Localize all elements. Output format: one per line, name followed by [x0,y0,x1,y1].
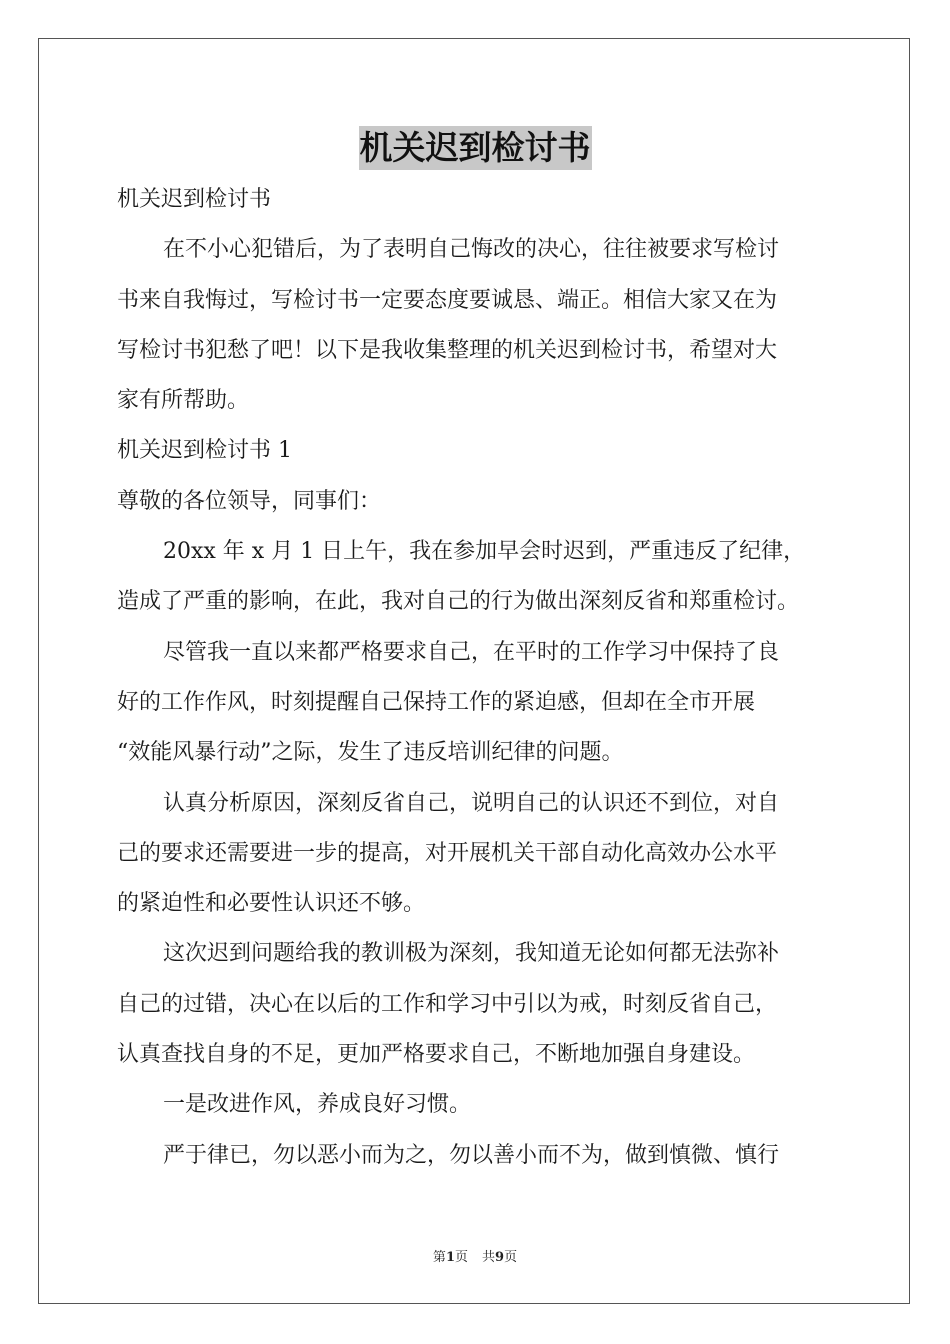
text-line: 机关迟到检讨书 1 [117,438,292,464]
text-line: 在不小心犯错后，为了表明自己悔改的决心，往往被要求写检讨 [163,237,780,263]
text-line: 机关迟到检讨书 [117,187,272,212]
page-suffix: 页 [454,1250,468,1265]
document-body [117,175,837,1181]
total-prefix: 共 [482,1250,496,1265]
page-footer [0,1246,950,1265]
text-line: 这次迟到问题给我的教训极为深刻，我知道无论如何都无法弥补 [163,941,780,967]
text-line: 写检讨书犯愁了吧！以下是我收集整理的机关迟到检讨书，希望对大 [117,337,778,363]
text-line: 自己的过错，决心在以后的工作和学习中引以为戒，时刻反省自己， [117,991,778,1017]
text-line: 家有所帮助。 [117,388,250,414]
document-title: 机关迟到检讨书 [359,126,592,170]
text-line: 的紧迫性和必要性认识还不够。 [117,891,426,917]
text-line: 好的工作作风，时刻提醒自己保持工作的紧迫感，但却在全市开展 [117,689,756,715]
text-line: 尽管我一直以来都严格要求自己，在平时的工作学习中保持了良 [163,639,780,665]
total-page-count: 9 [495,1250,505,1265]
text-line: 认真查找自身的不足，更加严格要求自己，不断地加强自身建设。 [117,1042,756,1068]
page-prefix: 第 [432,1250,446,1265]
text-line: 尊敬的各位领导，同事们： [117,488,382,514]
text-line: 严于律已，勿以恶小而为之，勿以善小而不为，做到慎微、慎行 [163,1142,780,1168]
text-line: 认真分析原因，深刻反省自己，说明自己的认识还不到位，对自 [163,790,780,816]
text-line: 造成了严重的影响，在此，我对自己的行为做出深刻反省和郑重检讨。 [117,589,800,615]
current-page-number: 1 [445,1250,455,1265]
text-line: 书来自我悔过，写检讨书一定要态度要诚恳、端正。相信大家又在为 [117,287,778,313]
text-line: 20xx 年 x 月 1 日上午，我在参加早会时迟到，严重违反了纪律， [163,539,806,565]
text-line: 己的要求还需要进一步的提高，对开展机关干部自动化高效办公水平 [117,840,778,866]
text-line: “效能风暴行动”之际，发生了违反培训纪律的问题。 [117,740,624,766]
text-line: 一是改进作风，养成良好习惯。 [163,1092,472,1118]
title-wrapper [0,126,950,170]
total-suffix: 页 [504,1250,518,1265]
